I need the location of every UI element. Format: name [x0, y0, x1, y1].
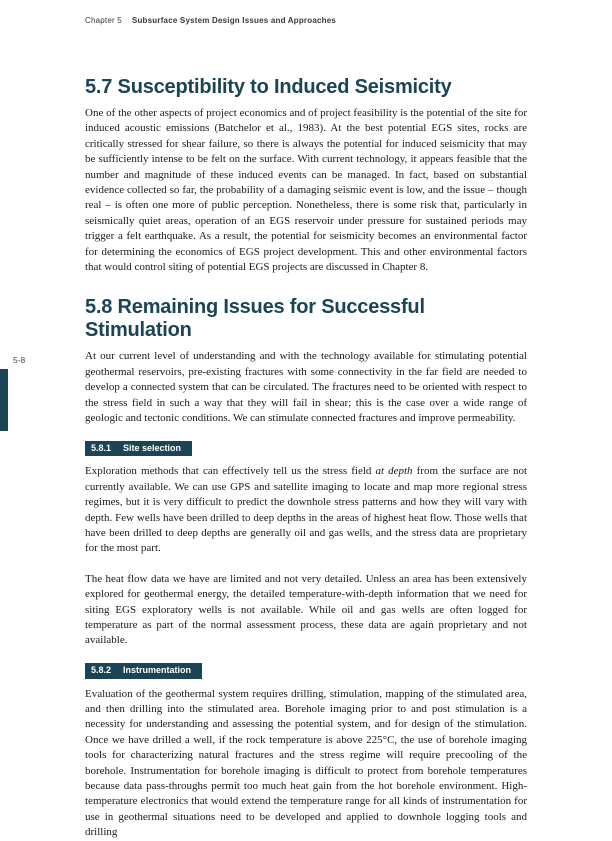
subsection-badge-5-8-1 [85, 441, 192, 457]
section-heading-5-8: 5.8 Remaining Issues for Successful Stimulation [85, 296, 425, 342]
page-number: 5-8 [13, 355, 26, 365]
chapter-title: Subsurface System Design Issues and Approaches [131, 16, 337, 25]
page-content [85, 76, 527, 841]
subsection-number: 5.8.1 [91, 443, 112, 453]
paragraph-5-8-1-1 [85, 464, 527, 556]
section-heading-5-7: 5.7 Susceptibility to Induced Seismicity [85, 76, 452, 98]
paragraph-segment: from the surface are not currently available. We can use GPS and satellite imaging to locate and map more regional stress regimes, but it is very difficult to predict the downhole stress patterns and how they will vary with depth. Few wells have been drilled to deep depths in the areas of highest heat flow. Those wells that have been drilled to deep depths are generally oil and gas wells, and the stress data are proprietary for the most part. [85, 465, 528, 555]
subsection-badge-5-8-2 [85, 663, 202, 679]
paragraph-5-7-1: One of the other aspects of project economics and of project feasibility is the potential of the site for induced acoustic emissions (Batchelor et al., 1983). At the best potential EGS sites, rocks are critically stressed for shear failure, so there is always the potential for induced seismicity that may be sufficiently intense to be felt on the surface. With current technology, it appears feasible that the number and magnitude of these induced events can be managed. In fact, based on substantial evidence collected so far, the probability of a damaging seismic event is low, and the issue – though real – is often one more of public perception. Nonetheless, there is some risk that, particularly in seismically quiet areas, operation of an EGS reservoir under pressure for sustained periods may trigger a felt earthquake. As a result, the potential for seismicity becomes an environmental factor for determining the economics of EGS project development. This and other environmental factors that would control siting of potential EGS projects are discussed in Chapter 8. [85, 107, 527, 274]
subsection-title: Instrumentation [123, 665, 192, 676]
running-header [85, 16, 336, 25]
paragraph-5-8-1: At our current level of understanding and with the technology available for stimulating potential geothermal reservoirs, pre-existing fractures with some connectivity in the far field are needed to develop a connected system that can be circulated. The fractures need to be oriented with respect to the stress field in such a way that they will fail in shear; this is the case over a wide range of geologic and tectonic conditions. We can stimulate connected fractures and improve permeability. [85, 350, 527, 425]
chapter-label: Chapter 5 [85, 16, 122, 25]
subsection-title: Site selection [123, 443, 182, 453]
paragraph-segment: Exploration methods that can effectively tell us the stress field [85, 465, 376, 478]
subsection-number: 5.8.2 [91, 665, 112, 676]
paragraph-5-8-1-2: The heat flow data we have are limited and not very detailed. Unless an area has been extensively explored for geothermal energy, the detailed temperature-with-depth information that we need for siting EGS exploratory wells is not available. While oil and gas wells are often logged for temperature as part of the normal assessment process, these data are again proprietary and not available. [85, 572, 527, 647]
chapter-tab-marker [0, 369, 8, 431]
paragraph-5-8-2-1: Evaluation of the geothermal system requires drilling, stimulation, mapping of the stimulated area, and then drilling into the stimulated area. Borehole imaging prior to and post stimulation is a necessity for understanding and assessing the potential system, and for design of the stimulation. Once we have drilled a well, if the rock temperature is above 225°C, the use of borehole imaging tools for characterizing natural fractures and the stress regime will require precooling of the borehole. Instrumentation for borehole imaging is difficult to protect from borehole temperatures because data pass-throughs permit too much heat gain from the hot borehole environment. High-temperature electronics that would extend the temperature range for all kinds of instrumentation for use in geothermal situations need to be developed and applied to downhole logging tools and drilling [85, 687, 527, 839]
paragraph-segment-italic: at depth [375, 465, 413, 478]
